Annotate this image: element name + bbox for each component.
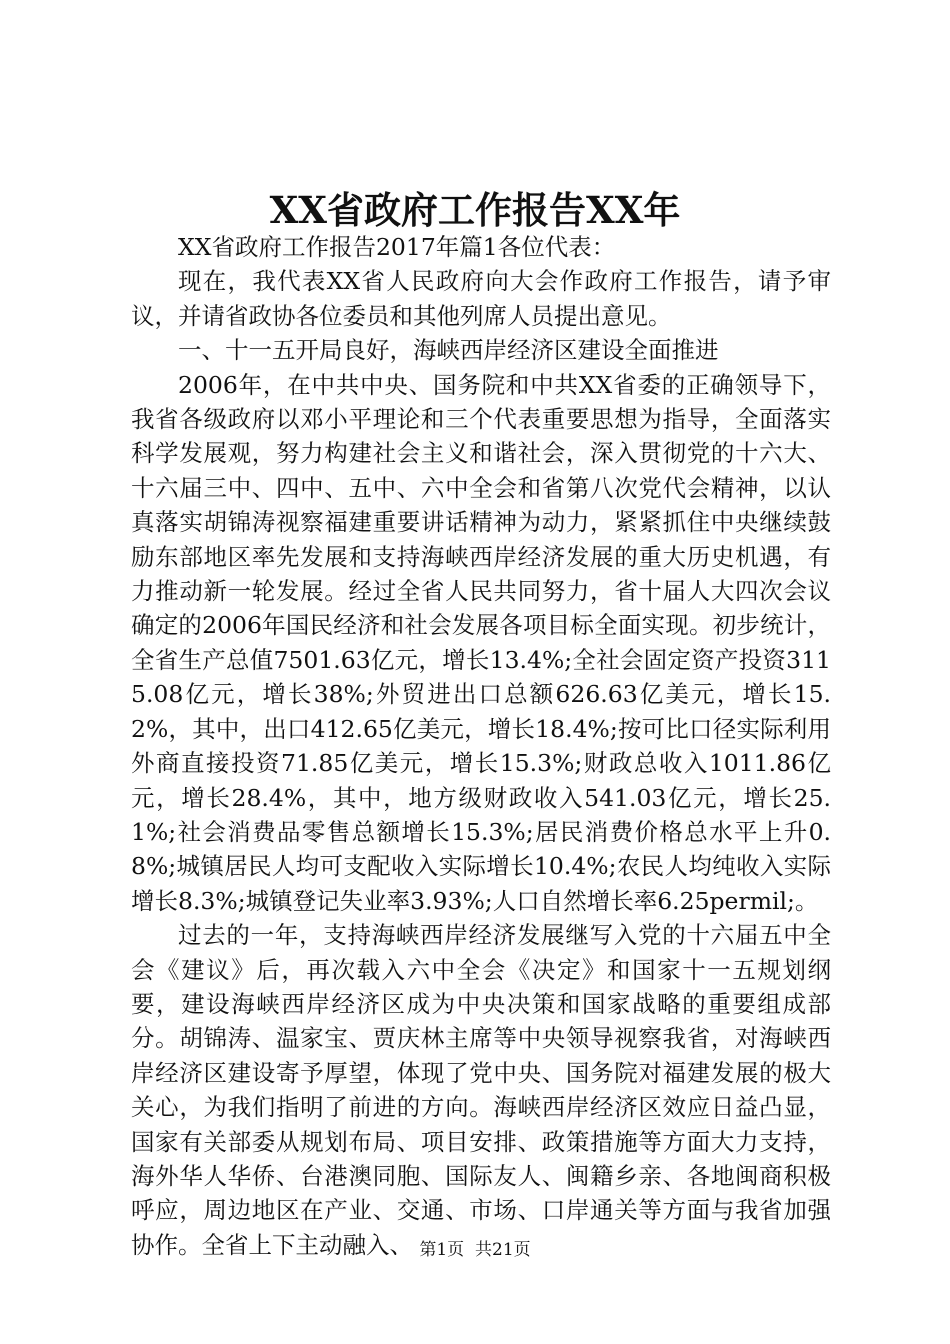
page-footer — [0, 1238, 950, 1262]
paragraph-opening: XX省政府工作报告2017年篇1各位代表： — [178, 233, 616, 261]
document-body — [131, 230, 831, 1262]
paragraph-statistics: 2006年，在中共中央、国务院和中共XX省委的正确领导下，我省各级政府以邓小平理论和三个代表重要思想为指导，全面落实科学发展观，努力构建社会主义和谐社会，深入贯彻党的十六大、十六届三中、四中、五中、六中全会和省第八次党代会精神，以认真落实胡锦涛视察福建重要讲话精神为动力，紧紧抓住中央继续鼓励东部地区率先发展和支持海峡西岸经济发展的重大历史机遇，有力推动新一轮发展。经过全省人民共同努力，省十届人大四次会议确定的2006年国民经济和社会发展各项目标全面实现。初步统计，全省生产总值7501.63亿元，增长13.4%;全社会固定资产投资3115.08亿元，增长38%;外贸进出口总额626.63亿美元，增长15.2%，其中，出口412.65亿美元，增长18.4%;按可比口径实际利用外商直接投资71.85亿美元，增长15.3%;财政总收入1011.86亿元，增长28.4%，其中，地方级财政收入541.03亿元，增长25.1%;社会消费品零售总额增长15.3%;居民消费价格总水平上升0.8%;城镇居民人均可支配收入实际增长10.4%;农民人均纯收入实际增长8.3%;城镇登记失业率3.93%;人口自然增长率6.25permil;。 — [131, 370, 831, 915]
paragraph-intro: 现在，我代表XX省人民政府向大会作政府工作报告，请予审议，并请省政协各位委员和其他列席人员提出意见。 — [131, 267, 831, 330]
document-title: XX省政府工作报告XX年 — [269, 188, 681, 232]
paragraph-past-year: 过去的一年，支持海峡西岸经济发展继写入党的十六届五中全会《建议》后，再次载入六中全会《决定》和国家十一五规划纲要，建设海峡西岸经济区成为中央决策和国家战略的重要组成部分。胡锦涛、温家宝、贾庆林主席等中央领导视察我省，对海峡西岸经济区建设寄予厚望，体现了党中央、国务院对福建发展的极大关心，为我们指明了前进的方向。海峡西岸经济区效应日益凸显，国家有关部委从规划布局、项目安排、政策措施等方面大力支持，海外华人华侨、台港澳同胞、国际友人、闽籍乡亲、各地闽商积极呼应，周边地区在产业、交通、市场、口岸通关等方面与我省加强协作。全省上下主动融入、 — [131, 921, 831, 1259]
page-total: 共21页 — [475, 1240, 531, 1260]
page-number: 第1页 — [419, 1240, 465, 1260]
section-heading: 一、十一五开局良好，海峡西岸经济区建设全面推进 — [178, 336, 719, 365]
